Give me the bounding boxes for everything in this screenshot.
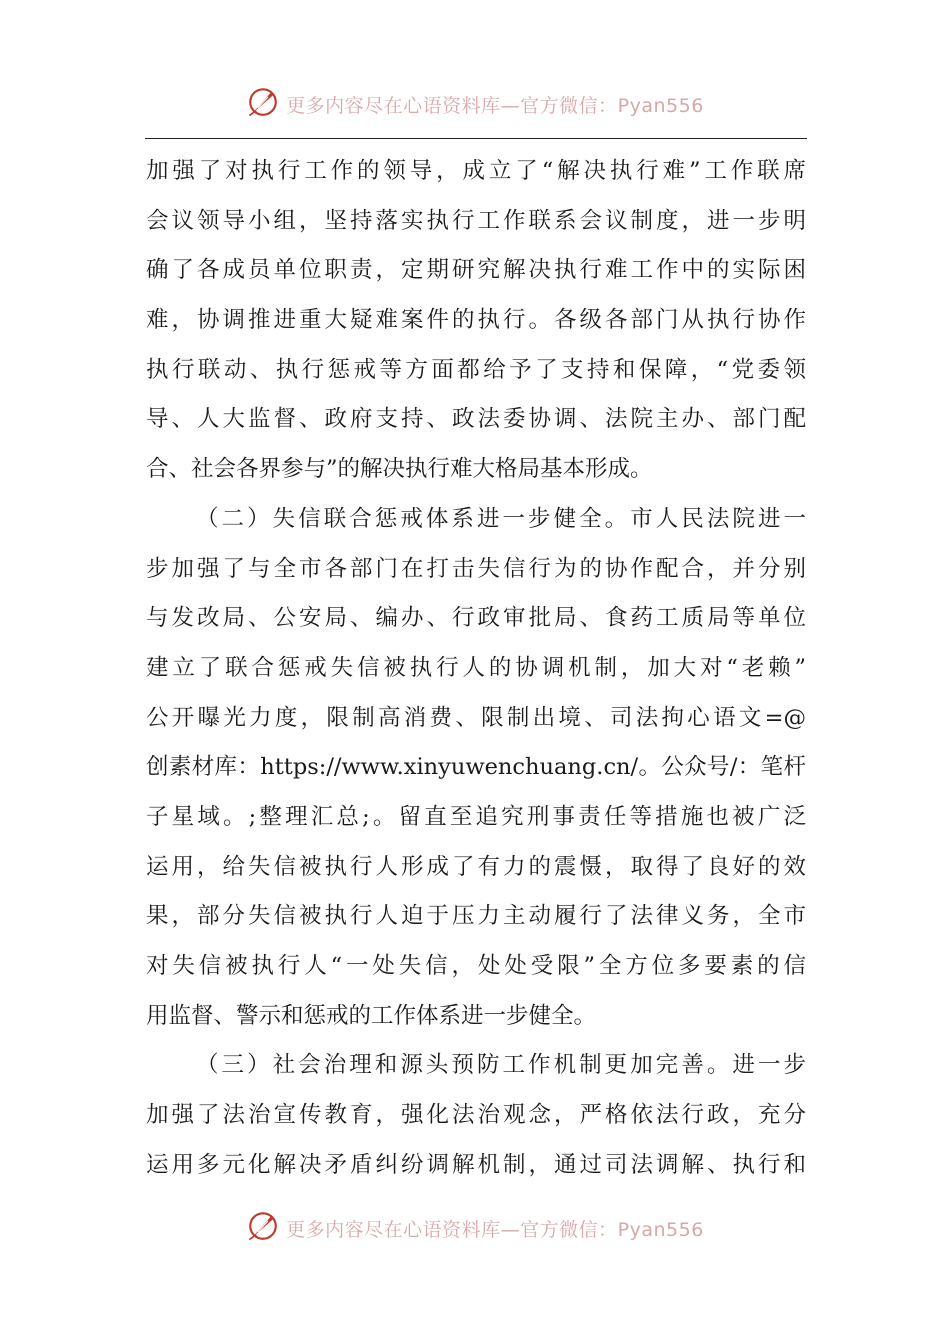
text-line: 导、人大监督、政府支持、政法委协调、法院主办、部门配 <box>146 406 806 433</box>
section-heading-line: （三）社会治理和源头预防工作机制更加完善。进一步 <box>196 1052 806 1079</box>
quill-logo-icon <box>246 1209 280 1248</box>
header-banner <box>0 86 950 122</box>
footer-banner <box>0 1210 950 1246</box>
footer-banner-text: 更多内容尽在心语资料库—官方微信：Pyan556 <box>286 1218 704 1241</box>
text-line: 加强了法治宣传教育，强化法治观念，严格依法行政，充分 <box>146 1102 806 1129</box>
header-banner-text: 更多内容尽在心语资料库—官方微信：Pyan556 <box>286 94 704 117</box>
section-heading-line: （二）失信联合惩戒体系进一步健全。市人民法院进一 <box>196 505 806 532</box>
text-line: 公开曝光力度，限制高消费、限制出境、司法拘心语文=@ <box>146 704 806 731</box>
text-line: 建立了联合惩戒失信被执行人的协调机制，加大对“老赖” <box>146 654 806 681</box>
text-line: 执行联动、执行惩戒等方面都给予了支持和保障，“党委领 <box>146 356 806 383</box>
text-line: 运用，给失信被执行人形成了有力的震慑，取得了良好的效 <box>146 853 806 880</box>
text-line: 难，协调推进重大疑难案件的执行。各级各部门从执行协作 <box>146 307 806 334</box>
text-line: 创素材库：https://www.xinyuwenchuang.cn/。公众号/：笔杆 <box>146 754 806 781</box>
text-line: 子星域。;整理汇总;。留直至追究刑事责任等措施也被广泛 <box>146 803 806 830</box>
text-line: 确了各成员单位职责，定期研究解决执行难工作中的实际困 <box>146 257 806 284</box>
text-line: 会议领导小组，坚持落实执行工作联系会议制度，进一步明 <box>146 207 806 234</box>
document-body <box>146 147 806 1190</box>
text-line: 运用多元化解决矛盾纠纷调解机制，通过司法调解、执行和 <box>146 1151 806 1178</box>
text-line: 加强了对执行工作的领导，成立了“解决执行难”工作联席 <box>146 158 806 184</box>
header-rule <box>145 138 807 139</box>
quill-logo-icon <box>246 85 280 124</box>
text-line: 步加强了与全市各部门在打击失信行为的协作配合，并分别 <box>146 555 806 582</box>
text-line: 与发改局、公安局、编办、行政审批局、食药工质局等单位 <box>146 605 806 632</box>
text-line: 对失信被执行人“一处失信，处处受限”全方位多要素的信 <box>146 953 806 979</box>
text-line: 合、社会各界参与”的解决执行难大格局基本形成。 <box>146 456 653 483</box>
text-line: 果，部分失信被执行人迫于压力主动履行了法律义务，全市 <box>146 903 806 930</box>
text-line: 用监督、警示和惩戒的工作体系进一步健全。 <box>146 1002 597 1029</box>
